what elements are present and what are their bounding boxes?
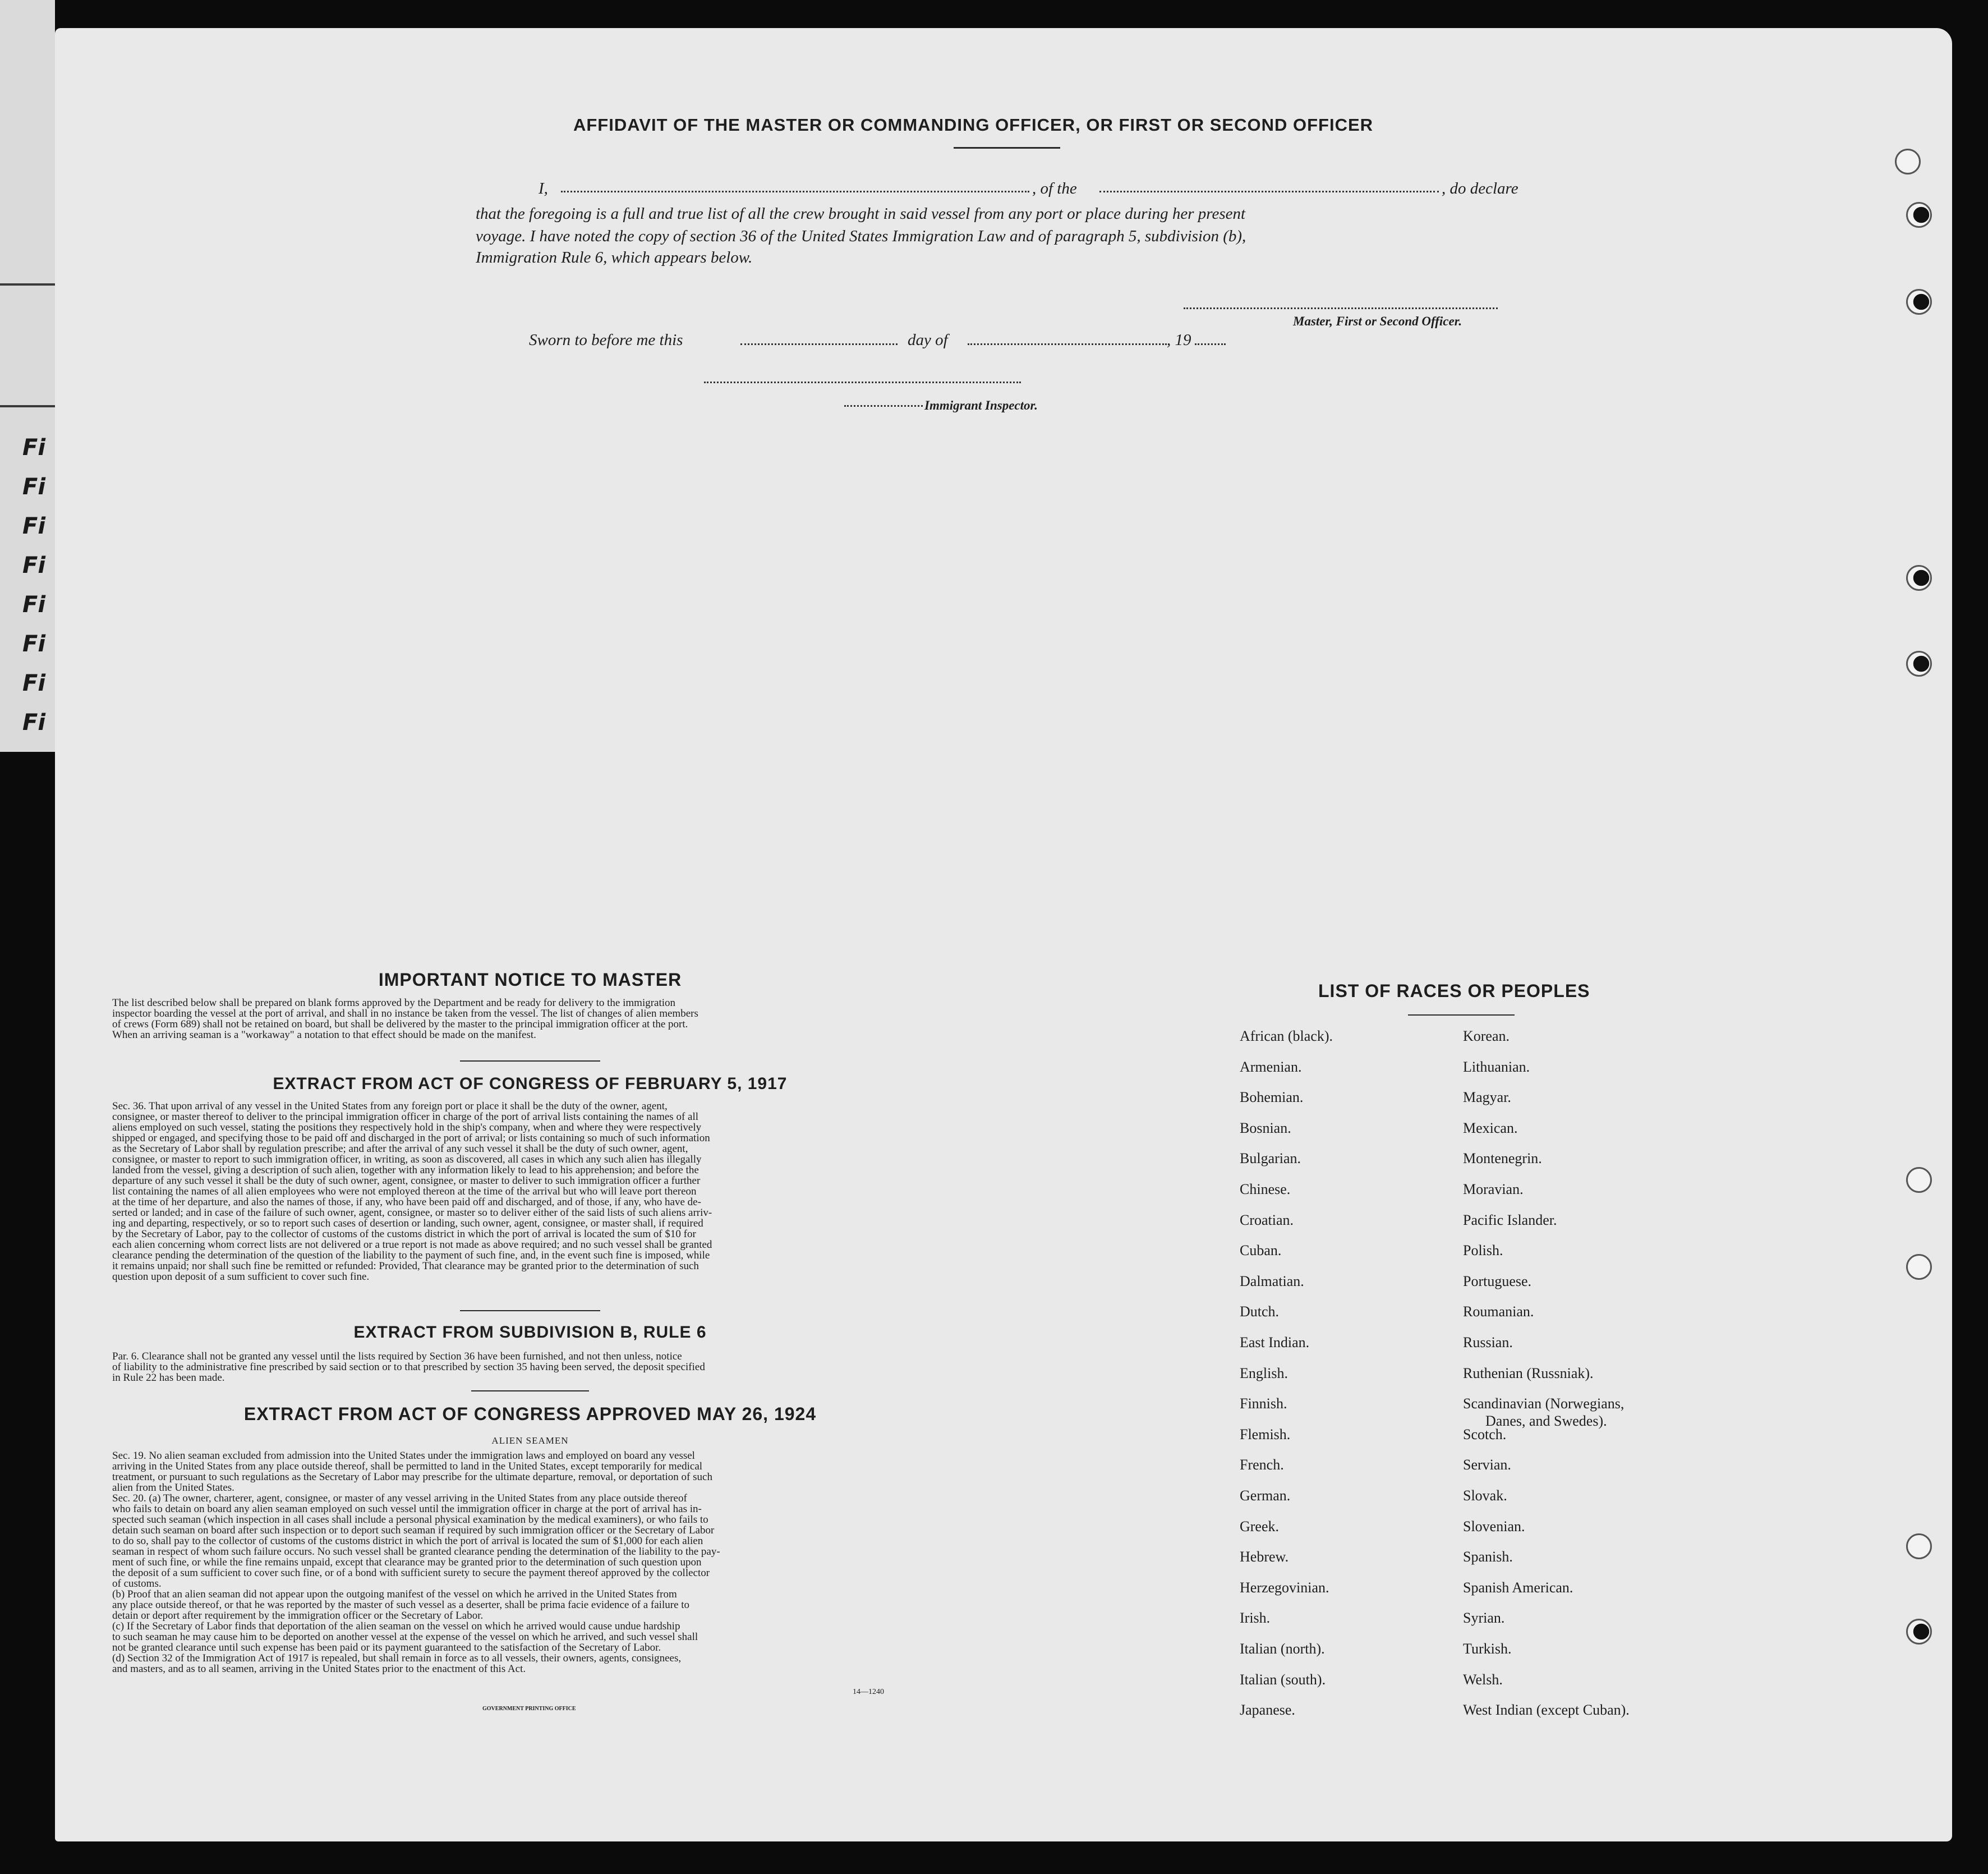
extract-1917-title: EXTRACT FROM ACT OF CONGRESS OF FEBRUARY 5, 1917 [273, 1074, 788, 1093]
form-number: 14—1240 [853, 1688, 884, 1696]
notice-title: IMPORTANT NOTICE TO MASTER [378, 970, 682, 990]
title-rule [954, 147, 1060, 149]
master-signature-field[interactable] [1184, 307, 1498, 309]
race-item: Ruthenian (Russniak). [1463, 1365, 1594, 1381]
text-line: of crews (Form 689) shall not be retained on board, but shall be delivered by the master to the principal immigration officer at the port. [112, 1019, 688, 1030]
text-line: to do so, shall pay to the collector of customs of the customs district in which the port of arrival is located the sum of $1,000 for each alien [112, 1536, 703, 1546]
section-rule [471, 1390, 589, 1391]
text-line: each alien concerning whom correct lists are not delivered or a true report is not made as above required; and no such vessel shall be granted [112, 1239, 712, 1250]
race-item: West Indian (except Cuban). [1463, 1702, 1630, 1719]
text-line: detain or deport after requirement by the immigration officer or the Secretary of Labor. [112, 1610, 484, 1621]
section-rule [460, 1060, 600, 1062]
race-item: Croatian. [1240, 1211, 1294, 1228]
affidavit-line: that the foregoing is a full and true list of all the crew brought in said vessel from any port or place during her present [476, 205, 1246, 223]
text-line: detain such seaman on board after such inspection or to deport such seaman if required by such immigration officer or the Secretary of Labor [112, 1525, 715, 1536]
month-field[interactable] [968, 343, 1167, 345]
race-item: Chinese. [1240, 1181, 1291, 1197]
race-item: Polish. [1463, 1242, 1503, 1259]
races-title: LIST OF RACES OR PEOPLES [1318, 981, 1590, 1001]
races-rule [1408, 1014, 1515, 1016]
text-line: (d) Section 32 of the Immigration Act of 1917 is repealed, but shall remain in force as to all vessels, their owners, agents, consignees, [112, 1653, 682, 1664]
text-line: serted or landed; and in case of the failure of such owner, agent, consignee, or master so to deliver either of the said lists of such aliens arriv- [112, 1207, 712, 1218]
race-item: Italian (north). [1240, 1641, 1325, 1657]
binder-hole [1906, 202, 1932, 228]
section-rule [460, 1310, 600, 1311]
race-item: Spanish American. [1463, 1579, 1573, 1596]
race-item: Bohemian. [1240, 1089, 1304, 1106]
alien-seamen-subtitle: ALIEN SEAMEN [491, 1435, 569, 1446]
strip-label: Fi [22, 474, 46, 500]
race-item: Scandinavian (Norwegians, [1463, 1395, 1625, 1412]
race-item: Servian. [1463, 1457, 1511, 1473]
text-line: it remains unpaid; nor shall such fine be remitted or refunded: Provided, That clearance may be granted prior to the determination of such [112, 1261, 699, 1271]
text-line: the deposit of a sum sufficient to cover such fine, or of a bond with sufficient surety to secure the payment thereof approved by the collector [112, 1568, 710, 1578]
text-line: The list described below shall be prepared on blank forms approved by the Department and be ready for delivery to the immigration [112, 998, 676, 1008]
affidavit-i: I, [539, 180, 548, 197]
text-line: question upon deposit of a sum sufficient to cover such fine. [112, 1271, 370, 1282]
affidavit-declare: , do declare [1442, 180, 1518, 197]
text-line: departure of any such vessel it shall be the duty of such owner, agent, consignee, or master to deliver to such immigration officer a further [112, 1175, 701, 1186]
text-line: by the Secretary of Labor, pay to the collector of customs of the customs district in which the port of arrival is located the sum of $10 for [112, 1229, 696, 1239]
sworn-text: Sworn to before me this [529, 331, 683, 349]
inspector-lead-line [844, 405, 923, 407]
text-line: alien from the United States. [112, 1482, 234, 1493]
inspector-signature-field[interactable] [704, 382, 1021, 383]
name-field[interactable] [561, 191, 1029, 192]
strip-label: Fi [22, 553, 46, 578]
binder-hole [1906, 565, 1932, 591]
race-item: Bulgarian. [1240, 1150, 1301, 1167]
strip-label: Fi [22, 670, 46, 696]
affidavit-of-the: , of the [1032, 180, 1077, 197]
race-item: Slovak. [1463, 1487, 1507, 1504]
strip-label: Fi [22, 710, 46, 736]
race-item: Portuguese. [1463, 1273, 1532, 1289]
text-line: spected such seaman (which inspection in all cases shall include a personal physical examination by the medical examiners), or who fails to [112, 1514, 708, 1525]
text-line: list containing the names of all alien employees who were not employed thereon at the time of the arrival but who will leave port thereon [112, 1186, 697, 1197]
extract-1924-body [112, 1450, 942, 1674]
race-item: Cuban. [1240, 1242, 1282, 1259]
strip-label: Fi [22, 435, 46, 461]
printer-mark: GOVERNMENT PRINTING OFFICE [482, 1706, 576, 1712]
year-field[interactable] [1195, 343, 1226, 345]
race-item: Herzegovinian. [1240, 1579, 1329, 1596]
text-line: who fails to detain on board any alien seaman employed on such vessel until the immigration officer in charge at the port of arrival has in- [112, 1504, 702, 1514]
notice-body [112, 998, 942, 1040]
text-line: (b) Proof that an alien seaman did not appear upon the outgoing manifest of the vessel on which he arrived in the United States from [112, 1589, 677, 1600]
strip-rule [0, 405, 55, 407]
extract-1924-title: EXTRACT FROM ACT OF CONGRESS APPROVED MAY 26, 1924 [243, 1404, 817, 1424]
race-item-continuation: Danes, and Swedes). [1485, 1413, 1607, 1429]
race-item: Irish. [1240, 1610, 1271, 1627]
text-line: in Rule 22 has been made. [112, 1372, 225, 1383]
race-item: Mexican. [1463, 1119, 1518, 1136]
text-line: Par. 6. Clearance shall not be granted any vessel until the lists required by Section 36 have been furnished, and not then unless, notice [112, 1351, 682, 1362]
race-item: Korean. [1463, 1028, 1510, 1044]
binder-hole [1906, 1254, 1932, 1280]
text-line: aliens employed on such vessel, stating the positions they respectively hold in the ship's company, when and where they were respectively [112, 1122, 702, 1133]
race-item: Lithuanian. [1463, 1058, 1530, 1075]
text-line: ing and departing, respectively, or so to report such cases of desertion or landing, such owner, agent, consignee, or master shall, if required [112, 1218, 703, 1229]
text-line: consignee, or master thereof to deliver to the principal immigration officer in charge of the port of arrival lists containing the names of all [112, 1111, 699, 1122]
race-item: Italian (south). [1240, 1671, 1326, 1688]
text-line: and masters, and as to all seamen, arriving in the United States prior to the enactment of this Act. [112, 1664, 526, 1674]
binder-hole [1906, 1167, 1932, 1193]
adjacent-page-strip [0, 0, 55, 752]
race-item: Welsh. [1463, 1671, 1503, 1688]
race-item: African (black). [1240, 1028, 1333, 1044]
text-line: not be granted clearance until such expense has been paid or its payment guaranteed to the satisfaction of the Secretary of Labor. [112, 1642, 661, 1653]
text-line: landed from the vessel, giving a description of such alien, together with any information likely to lead to his apprehension; and before the [112, 1165, 699, 1175]
binder-hole [1906, 651, 1932, 677]
day-field[interactable] [740, 343, 898, 345]
text-line: of liability to the administrative fine prescribed by said section or to that prescribed by section 35 having been served, the deposit specified [112, 1362, 705, 1372]
day-of-text: day of [908, 331, 948, 349]
binder-hole [1895, 149, 1921, 174]
text-line: (c) If the Secretary of Labor finds that deportation of the alien seaman on the vessel on which he arrived would cause undue hardship [112, 1621, 680, 1632]
text-line: any place outside thereof, or that he was reported by the master of such vessel as a deserter, shall be prima facie evidence of a failure to [112, 1600, 690, 1610]
text-line: shipped or engaged, and specifying those to be paid off and discharged in the port of arrival; or lists containing so much of such information [112, 1133, 710, 1143]
race-item: Bosnian. [1240, 1119, 1291, 1136]
text-line: as the Secretary of Labor shall by regulation prescribe; and after the arrival of any such vessel it shall be the duty of such owner, agent, [112, 1143, 688, 1154]
text-line: When an arriving seaman is a "workaway" a notation to that effect should be made on the manifest. [112, 1030, 536, 1040]
text-line: ment of such fine, or while the fine remains unpaid, except that clearance may be granted prior to the determination of such question upon [112, 1557, 702, 1568]
race-item: Pacific Islander. [1463, 1211, 1557, 1228]
affidavit-line: Immigration Rule 6, which appears below. [476, 249, 753, 267]
race-item: Slovenian. [1463, 1518, 1525, 1535]
vessel-field[interactable] [1099, 191, 1439, 192]
text-line: Sec. 36. That upon arrival of any vessel in the United States from any foreign port or place it shall be the duty of the owner, agent, [112, 1101, 668, 1111]
text-line: clearance pending the determination of the question of the liability to the payment of such fine, and, in the event such fine is imposed, while [112, 1250, 710, 1261]
rule6-body [112, 1351, 942, 1383]
race-item: Syrian. [1463, 1610, 1505, 1627]
race-item: Armenian. [1240, 1058, 1302, 1075]
strip-label: Fi [22, 592, 46, 618]
race-item: French. [1240, 1457, 1284, 1473]
rule6-title: EXTRACT FROM SUBDIVISION B, RULE 6 [353, 1323, 707, 1342]
binder-hole [1906, 1533, 1932, 1559]
race-item: German. [1240, 1487, 1291, 1504]
strip-label: Fi [22, 631, 46, 657]
text-line: arriving in the United States from any place outside thereof, shall be permitted to land in the United States, except temporarily for medical [112, 1461, 703, 1472]
race-item: Scotch. [1463, 1426, 1507, 1443]
inspector-label: Immigrant Inspector. [924, 398, 1038, 412]
year-text: , 19 [1167, 331, 1191, 349]
race-item: Flemish. [1240, 1426, 1291, 1443]
race-item: Dutch. [1240, 1303, 1280, 1320]
text-line: Sec. 20. (a) The owner, charterer, agent, consignee, or master of any vessel arriving in the United States from any place outside thereof [112, 1493, 687, 1504]
race-item: Turkish. [1463, 1641, 1512, 1657]
race-item: Roumanian. [1463, 1303, 1534, 1320]
race-item: Magyar. [1463, 1089, 1511, 1106]
race-item: East Indian. [1240, 1334, 1310, 1351]
binder-hole [1906, 1619, 1932, 1645]
race-item: Dalmatian. [1240, 1273, 1304, 1289]
text-line: at the time of her departure, and also the names of those, if any, who have been paid off and discharged, and of those, if any, who have de- [112, 1197, 701, 1207]
text-line: inspector boarding the vessel at the port of arrival, and shall in no instance be taken from the vessel. The list of changes of alien members [112, 1008, 698, 1019]
race-item: Moravian. [1463, 1181, 1524, 1197]
race-item: Russian. [1463, 1334, 1513, 1351]
master-signature-label: Master, First or Second Officer. [1293, 314, 1462, 328]
text-line: seaman in respect of whom such failure occurs. No such vessel shall be granted clearance pending the determination of the liability to the pay- [112, 1546, 720, 1557]
strip-label: Fi [22, 513, 46, 539]
extract-1917-body [112, 1101, 942, 1282]
text-line: of customs. [112, 1578, 162, 1589]
race-item: English. [1240, 1365, 1288, 1381]
strip-rule [0, 283, 55, 286]
race-item: Spanish. [1463, 1549, 1513, 1565]
affidavit-line: voyage. I have noted the copy of section 36 of the United States Immigration Law and of paragraph 5, subdivision (b), [476, 227, 1246, 245]
race-item: Hebrew. [1240, 1549, 1289, 1565]
text-line: Sec. 19. No alien seaman excluded from admission into the United States under the immigration laws and employed on board any vessel [112, 1450, 695, 1461]
binder-hole [1906, 289, 1932, 315]
text-line: consignee, or master to report to such immigration officer, in writing, as soon as discovered, all cases in which any such alien has illegally [112, 1154, 702, 1165]
text-line: to such seaman he may cause him to be deported on another vessel at the expense of the vessel on which he arrived, and such vessel shall [112, 1632, 698, 1642]
text-line: treatment, or pursuant to such regulations as the Secretary of Labor may prescribe for the ultimate departure, removal, or deportation of such [112, 1472, 712, 1482]
race-item: Montenegrin. [1463, 1150, 1542, 1167]
race-item: Japanese. [1240, 1702, 1295, 1719]
race-item: Finnish. [1240, 1395, 1287, 1412]
race-item: Greek. [1240, 1518, 1280, 1535]
affidavit-title: AFFIDAVIT OF THE MASTER OR COMMANDING OFFICER, OR FIRST OR SECOND OFFICER [573, 115, 1374, 135]
